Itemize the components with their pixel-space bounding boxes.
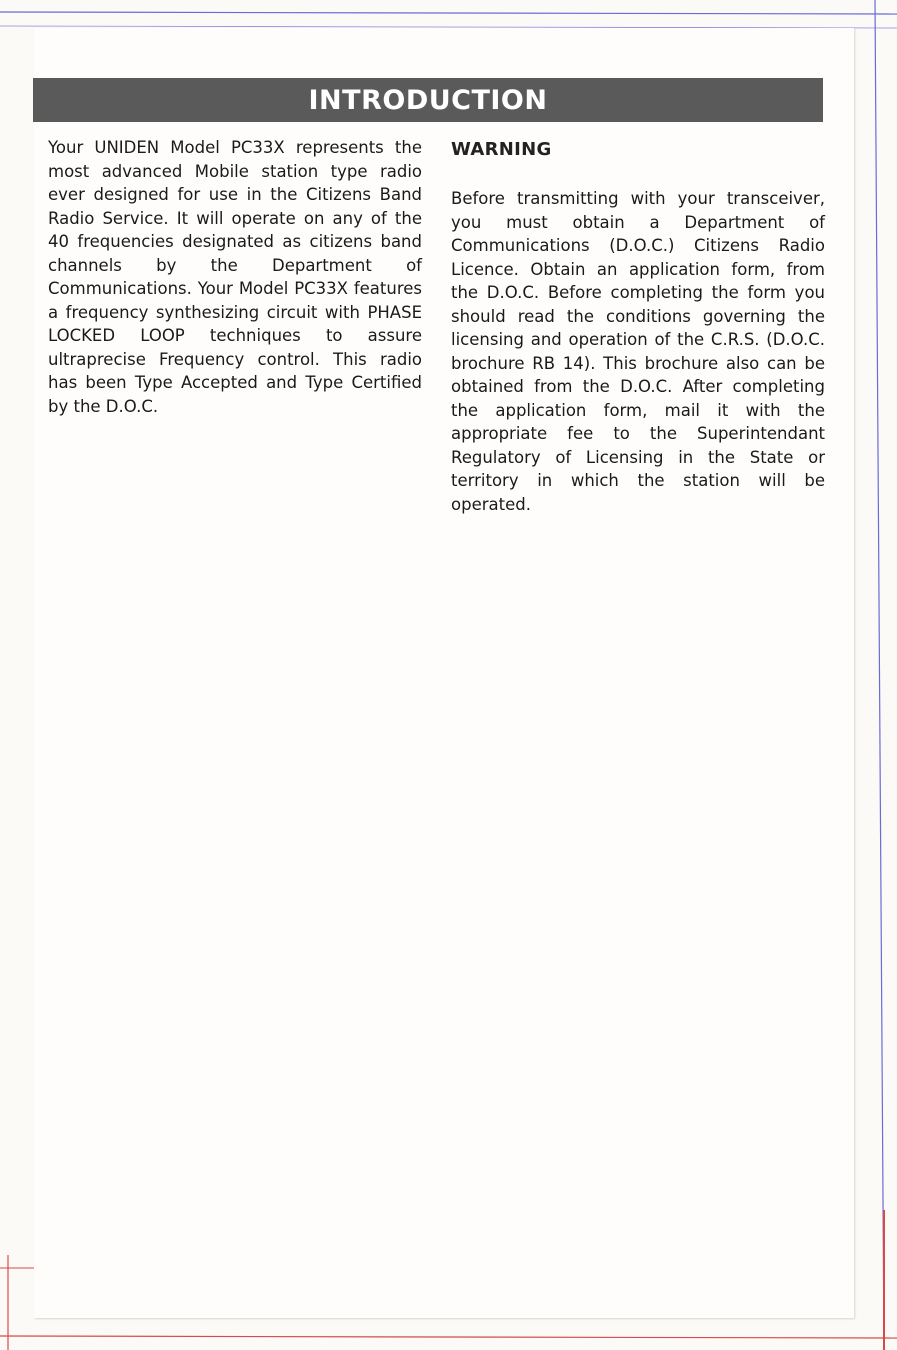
warning-heading: WARNING	[451, 139, 552, 160]
warning-column	[451, 136, 825, 516]
section-title-banner	[33, 78, 823, 122]
intro-paragraph: Your UNIDEN Model PC33X represents the most advanced Mobile station type radio ever designed for use in the Citizens Band Radio Service. It will operate on any of the 40 frequencies designated as citizens band channels by the Department of Communications. Your Model PC33X features a frequency synthesizing circuit with PHASE LOCKED LOOP techniques to assure ultraprecise Frequency control. This radio has been Type Accepted and Type Certified by the D.O.C.	[48, 138, 422, 416]
intro-column	[48, 136, 422, 418]
section-title: INTRODUCTION	[308, 84, 548, 116]
warning-paragraph: Before transmitting with your transceiver, you must obtain a Department of Communications (D.O.C.) Citizens Radio Licence. Obtain an application form, from the D.O.C. Before completing the form you should read the conditions governing the licensing and operation of the C.R.S. (D.O.C. brochure RB 14). This brochure also can be obtained from the D.O.C. After completing the application form, mail it with the appropriate fee to the Superintendant Regulatory of Licensing in the State or territory in which the station will be operated.	[451, 189, 825, 514]
